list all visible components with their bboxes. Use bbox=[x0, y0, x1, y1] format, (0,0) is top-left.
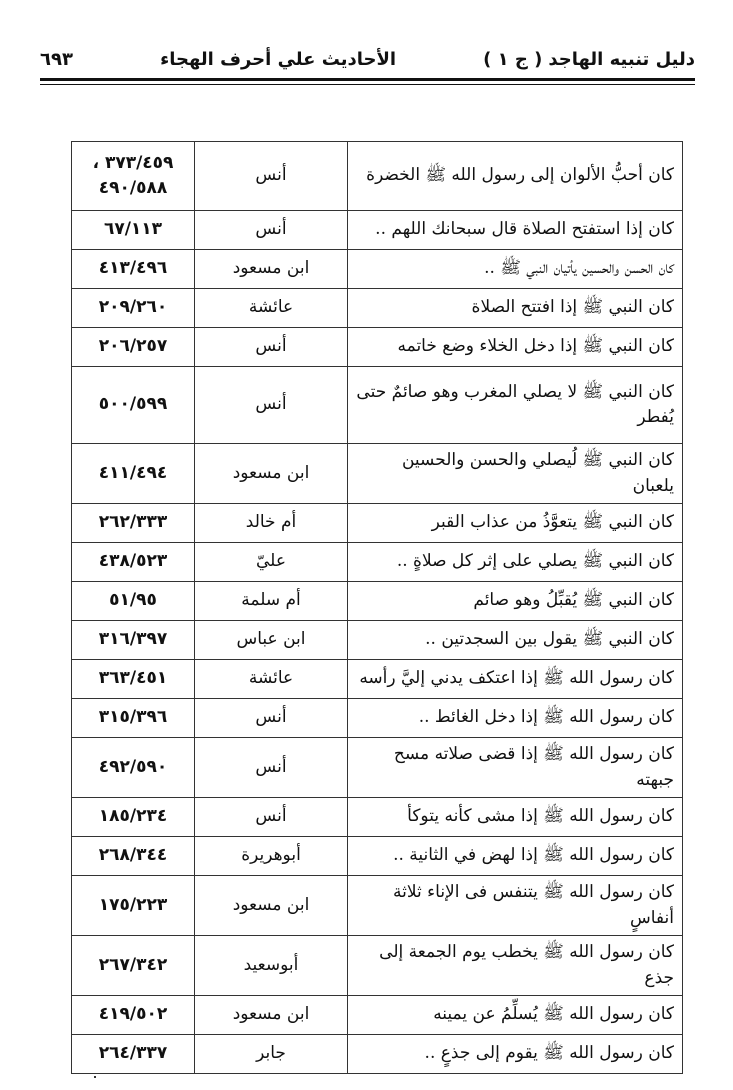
narrator: أنس bbox=[195, 798, 348, 837]
hadith-text: كان أحبُّ الألوان إلى رسول الله ﷺ الخضرة bbox=[348, 142, 683, 211]
narrator: ابن مسعود bbox=[195, 876, 348, 936]
hadith-text: كان الحسن والحسين يأتيان النبي ﷺ .. bbox=[348, 250, 683, 289]
table-row bbox=[72, 798, 683, 837]
narrator: جابر bbox=[195, 1035, 348, 1074]
scan-speck bbox=[94, 1076, 96, 1078]
reference: ١٧٥/٢٢٣ bbox=[72, 876, 195, 936]
narrator: أنس bbox=[195, 367, 348, 444]
hadith-text: كان النبي ﷺ لا يصلي المغرب وهو صائمٌ حتى يُفطر bbox=[348, 367, 683, 444]
table-row bbox=[72, 367, 683, 444]
narrator: أنس bbox=[195, 211, 348, 250]
table-row bbox=[72, 444, 683, 504]
reference: ٢٦٢/٣٣٣ bbox=[72, 504, 195, 543]
narrator: ابن عباس bbox=[195, 621, 348, 660]
hadith-text: كان رسول الله ﷺ يخطب يوم الجمعة إلى جذع bbox=[348, 936, 683, 996]
narrator: عليّ bbox=[195, 543, 348, 582]
hadith-text: كان رسول الله ﷺ إذا قضى صلاته مسح جبهته bbox=[348, 738, 683, 798]
narrator: أبوهريرة bbox=[195, 837, 348, 876]
hadith-index-table bbox=[71, 141, 683, 1074]
hadith-text: كان النبي ﷺ يُقبِّلُ وهو صائم bbox=[348, 582, 683, 621]
hadith-text: كان النبي ﷺ إذا دخل الخلاء وضع خاتمه bbox=[348, 328, 683, 367]
header-rule bbox=[40, 78, 695, 85]
hadith-text: كان رسول الله ﷺ يتنفس فى الإناء ثلاثة أنفاسٍ bbox=[348, 876, 683, 936]
table-row bbox=[72, 837, 683, 876]
reference: ٣١٥/٣٩٦ bbox=[72, 699, 195, 738]
hadith-text: كان رسول الله ﷺ إذا اعتكف يدني إليَّ رأسه bbox=[348, 660, 683, 699]
reference: ٢٦٤/٣٣٧ bbox=[72, 1035, 195, 1074]
table-row bbox=[72, 289, 683, 328]
section-title: الأحاديث علي أحرف الهجاء bbox=[160, 48, 397, 70]
hadith-text: كان رسول الله ﷺ يقوم إلى جذعٍ .. bbox=[348, 1035, 683, 1074]
reference bbox=[72, 142, 195, 211]
page-number: ٦٩٣ bbox=[40, 48, 73, 70]
hadith-text: كان النبي ﷺ لُيصلي والحسن والحسين يلعبان bbox=[348, 444, 683, 504]
reference: ٢٦٧/٣٤٢ bbox=[72, 936, 195, 996]
hadith-text: كان إذا استفتح الصلاة قال سبحانك اللهم .. bbox=[348, 211, 683, 250]
reference: ٤١٩/٥٠٢ bbox=[72, 996, 195, 1035]
reference: ٤١١/٤٩٤ bbox=[72, 444, 195, 504]
reference: ١٨٥/٢٣٤ bbox=[72, 798, 195, 837]
reference: ٢٠٩/٢٦٠ bbox=[72, 289, 195, 328]
hadith-text: كان رسول الله ﷺ إذا لهض في الثانية .. bbox=[348, 837, 683, 876]
narrator: عائشة bbox=[195, 660, 348, 699]
hadith-text: كان رسول الله ﷺ إذا دخل الغائط .. bbox=[348, 699, 683, 738]
reference: ٤١٣/٤٩٦ bbox=[72, 250, 195, 289]
table-row bbox=[72, 142, 683, 211]
table-row bbox=[72, 621, 683, 660]
narrator: أبوسعيد bbox=[195, 936, 348, 996]
hadith-text: كان رسول الله ﷺ يُسلِّمُ عن يمينه bbox=[348, 996, 683, 1035]
hadith-text: كان رسول الله ﷺ إذا مشى كأنه يتوكأ bbox=[348, 798, 683, 837]
reference: ٢٠٦/٢٥٧ bbox=[72, 328, 195, 367]
narrator: أم سلمة bbox=[195, 582, 348, 621]
reference: ٣٦٣/٤٥١ bbox=[72, 660, 195, 699]
reference-line: ٤٩٠/٥٨٨ bbox=[98, 178, 168, 198]
narrator: أنس bbox=[195, 738, 348, 798]
table-row bbox=[72, 543, 683, 582]
narrator: ابن مسعود bbox=[195, 444, 348, 504]
reference: ٢٦٨/٣٤٤ bbox=[72, 837, 195, 876]
book-title-group bbox=[483, 49, 695, 70]
table-row bbox=[72, 582, 683, 621]
hadith-text: كان النبي ﷺ يتعوَّذُ من عذاب القبر bbox=[348, 504, 683, 543]
table-row bbox=[72, 699, 683, 738]
reference: ٣١٦/٣٩٧ bbox=[72, 621, 195, 660]
reference: ٤٩٢/٥٩٠ bbox=[72, 738, 195, 798]
narrator: أنس bbox=[195, 328, 348, 367]
narrator: أم خالد bbox=[195, 504, 348, 543]
narrator: ابن مسعود bbox=[195, 250, 348, 289]
table-row bbox=[72, 1035, 683, 1074]
narrator: عائشة bbox=[195, 289, 348, 328]
table-row bbox=[72, 876, 683, 936]
table-row bbox=[72, 504, 683, 543]
table-row bbox=[72, 211, 683, 250]
table-row bbox=[72, 660, 683, 699]
narrator: أنس bbox=[195, 699, 348, 738]
table-row bbox=[72, 738, 683, 798]
reference: ٤٣٨/٥٢٣ bbox=[72, 543, 195, 582]
hadith-text: كان النبي ﷺ يصلي على إثر كل صلاةٍ .. bbox=[348, 543, 683, 582]
hadith-text: كان النبي ﷺ إذا افتتح الصلاة bbox=[348, 289, 683, 328]
page-header bbox=[40, 44, 695, 74]
reference-line: ٣٧٣/٤٥٩ ، bbox=[92, 152, 174, 173]
narrator: أنس bbox=[195, 142, 348, 211]
table-row bbox=[72, 936, 683, 996]
reference: ٥٠٠/٥٩٩ bbox=[72, 367, 195, 444]
volume-label: ( ج ١ ) bbox=[483, 48, 543, 70]
reference: ٥١/٩٥ bbox=[72, 582, 195, 621]
table-row bbox=[72, 996, 683, 1035]
narrator: ابن مسعود bbox=[195, 996, 348, 1035]
reference: ٦٧/١١٣ bbox=[72, 211, 195, 250]
book-title: دليل تنبيه الهاجد bbox=[548, 48, 695, 70]
table-row bbox=[72, 328, 683, 367]
hadith-text: كان النبي ﷺ يقول بين السجدتين .. bbox=[348, 621, 683, 660]
table-row bbox=[72, 250, 683, 289]
